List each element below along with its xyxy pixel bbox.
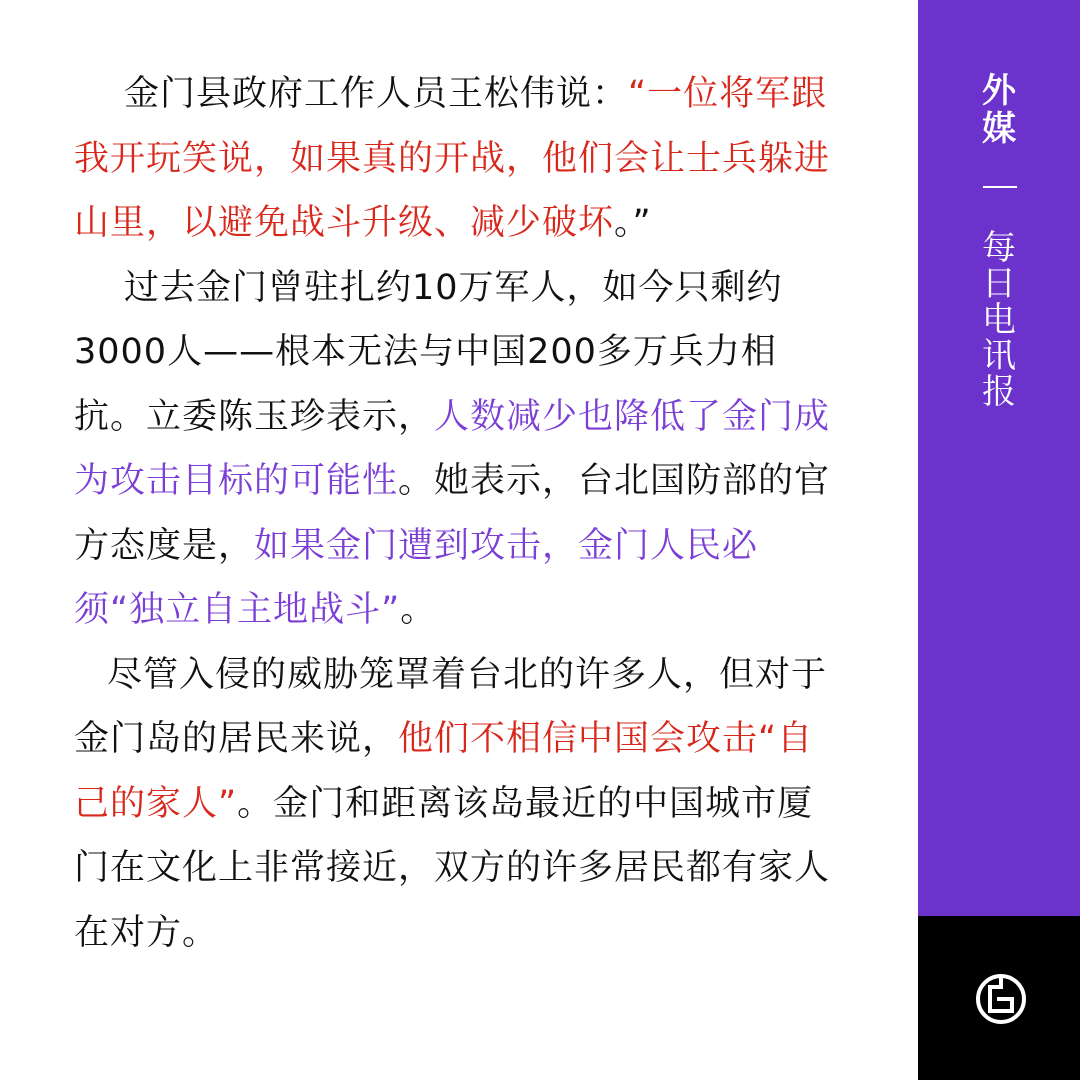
publication-char: 电 bbox=[982, 300, 1016, 340]
paragraph-2-tail: 。 bbox=[400, 590, 437, 630]
publication-char: 报 bbox=[982, 372, 1016, 412]
article-body bbox=[74, 62, 846, 965]
section-char: 外 bbox=[982, 71, 1016, 111]
divider-dash bbox=[983, 186, 1017, 188]
paragraph-1-lead: 金门县政府工作人员王松伟说： bbox=[124, 74, 629, 114]
paragraph-2-highlight-2: 如果金门遭到攻击，金门人民必须“独立自主地战斗” bbox=[74, 525, 759, 630]
sidebar bbox=[918, 0, 1080, 916]
paragraph-1-tail: 。” bbox=[614, 203, 652, 243]
section-char: 媒 bbox=[982, 109, 1016, 149]
logo-block bbox=[918, 916, 1080, 1080]
paragraph-3-text-1: 尽管入侵的威胁笼罩着台北的许多人，但对于金门岛的居民来说， bbox=[74, 654, 828, 759]
section-label bbox=[979, 72, 1019, 148]
paragraph-3 bbox=[74, 643, 846, 966]
paragraph-1 bbox=[74, 62, 846, 256]
publication-name bbox=[979, 230, 1019, 410]
paragraph-2-text-2: 。她表示，台北国防部的官方态度是， bbox=[74, 461, 831, 566]
publication-char: 日 bbox=[982, 264, 1016, 304]
paragraph-3-highlight-1: 他们不相信中国会攻击“自己的家人” bbox=[74, 719, 814, 824]
paragraph-2-text-1: 过去金门曾驻扎约10万军人，如今只剩约3000人——根本无法与中国200多万兵力相抗。立委陈玉珍表示， bbox=[74, 267, 783, 437]
paragraph-2-highlight-1: 人数减少也降低了金门成为攻击目标的可能性 bbox=[74, 396, 831, 501]
publisher-logo-icon bbox=[974, 972, 1028, 1026]
paragraph-3-text-2: 。金门和距离该岛最近的中国城市厦门在文化上非常接近，双方的许多居民都有家人在对方。 bbox=[74, 783, 831, 953]
publication-char: 讯 bbox=[982, 336, 1016, 376]
publication-char: 每 bbox=[982, 228, 1016, 268]
paragraph-2 bbox=[74, 256, 846, 643]
paragraph-1-quote: “一位将军跟我开玩笑说，如果真的开战，他们会让士兵躲进山里，以避免战斗升级、减少破坏 bbox=[74, 74, 831, 243]
